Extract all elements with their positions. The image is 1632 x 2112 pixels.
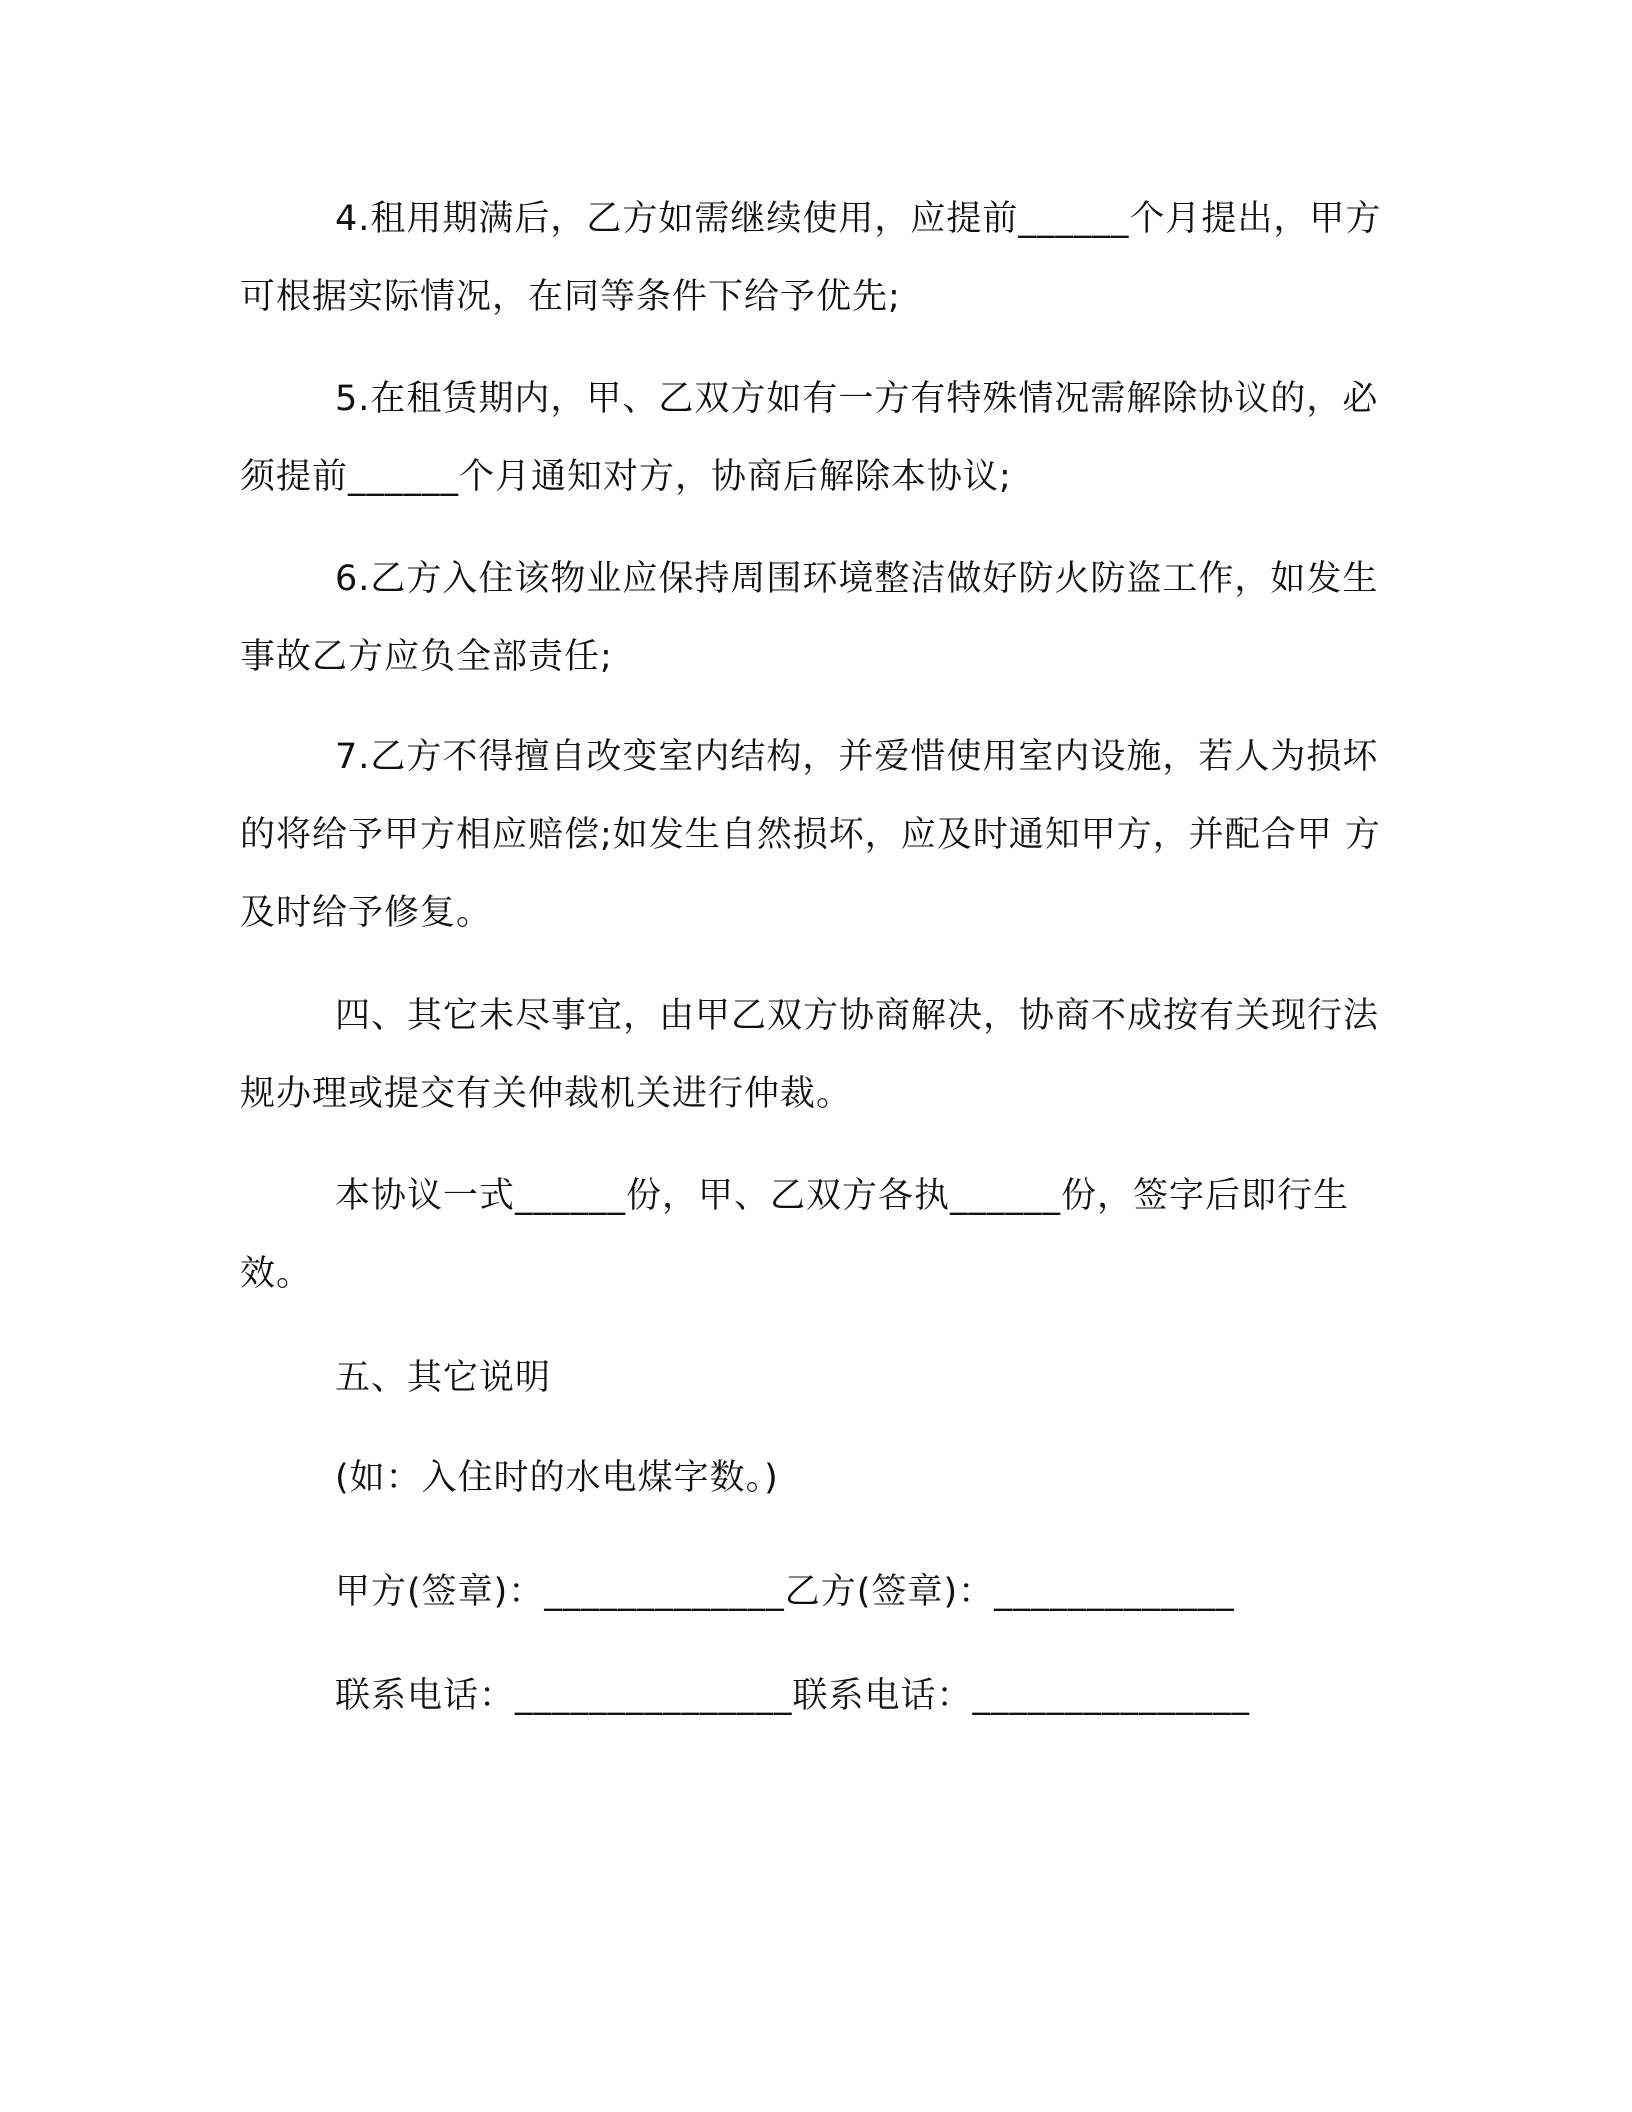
signature-line: 甲方(签章)：_____________乙方(签章)：_____________ [335,1572,1235,1612]
clause-6: 6.乙方入住该物业应保持周围环境整洁做好防火防盗工作，如发生事故乙方应负全部责任; [240,559,1379,677]
section-five-note: (如：入住时的水电煤字数。) [335,1458,779,1498]
section-five-title: 五、其它说明 [335,1358,552,1398]
copies-clause: 本协议一式______份，甲、乙双方各执______份，签字后即行生效。 [240,1176,1350,1294]
section-four-paragraph: 四、其它未尽事宜，由甲乙双方协商解决，协商不成按有关现行法规办理或提交有关仲裁机关进行仲裁。 [240,996,1380,1114]
clause-4: 4.租用期满后，乙方如需继续使用，应提前______个月提出，甲方可根据实际情况，在同等条件下给予优先; [240,199,1382,317]
clause-5: 5.在租赁期内，甲、乙双方如有一方有特殊情况需解除协议的，必须提前______个月通知对方，协商后解除本协议; [240,379,1379,497]
clause-7: 7.乙方不得擅自改变室内结构，并爱惜使用室内设施，若人为损坏的将给予甲方相应赔偿;如发生自然损坏，应及时通知甲方，并配合甲 方及时给予修复。 [240,737,1381,933]
phone-line: 联系电话：_______________联系电话：_______________ [335,1676,1251,1716]
